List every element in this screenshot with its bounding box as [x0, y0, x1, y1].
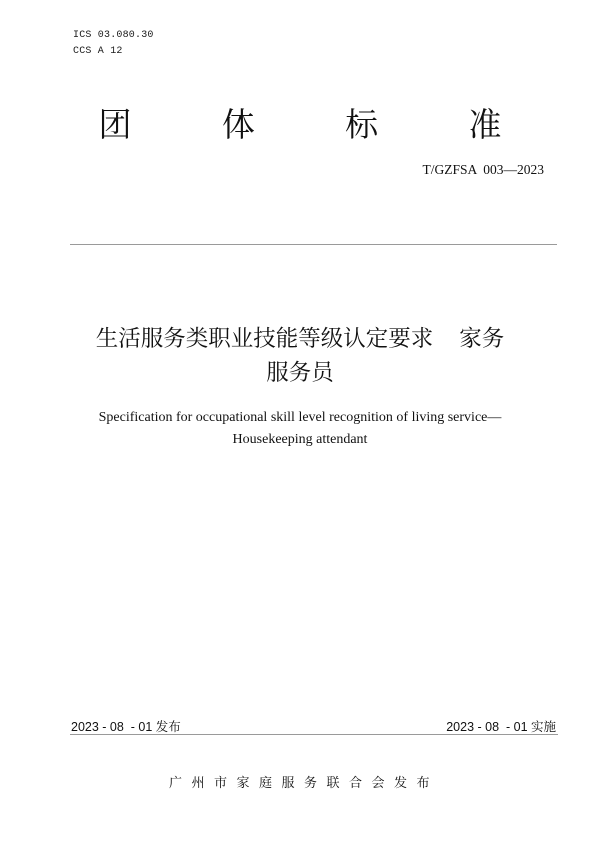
standard-number: T/GZFSA 003—2023	[422, 162, 544, 177]
chinese-title-line2: 服务员	[266, 360, 334, 386]
chinese-title-line1	[40, 322, 560, 356]
bottom-divider	[70, 734, 558, 735]
standard-type-char: 准	[468, 104, 502, 144]
ccs-code: CCS A 12	[73, 46, 123, 57]
english-title-line1: Specification for occupational skill level recognition of living service—	[98, 410, 502, 425]
chinese-title-sub: 家务	[459, 326, 505, 352]
chinese-title	[40, 322, 560, 390]
english-title	[40, 407, 560, 451]
standard-type-char: 团	[98, 104, 132, 144]
standard-type-char: 体	[221, 104, 255, 144]
standard-type-heading	[95, 97, 505, 147]
implementation-date: 2023 - 08 - 01 实施	[446, 720, 556, 734]
english-title-line2: Housekeeping attendant	[232, 432, 368, 447]
ics-code: ICS 03.080.30	[73, 30, 154, 41]
standard-type-char: 标	[345, 104, 379, 144]
top-divider	[70, 244, 557, 245]
chinese-title-main: 生活服务类职业技能等级认定要求	[95, 326, 434, 352]
issue-date: 2023 - 08 - 01 发布	[71, 720, 181, 734]
publisher: 广州市家庭服务联合会发布	[168, 776, 439, 791]
